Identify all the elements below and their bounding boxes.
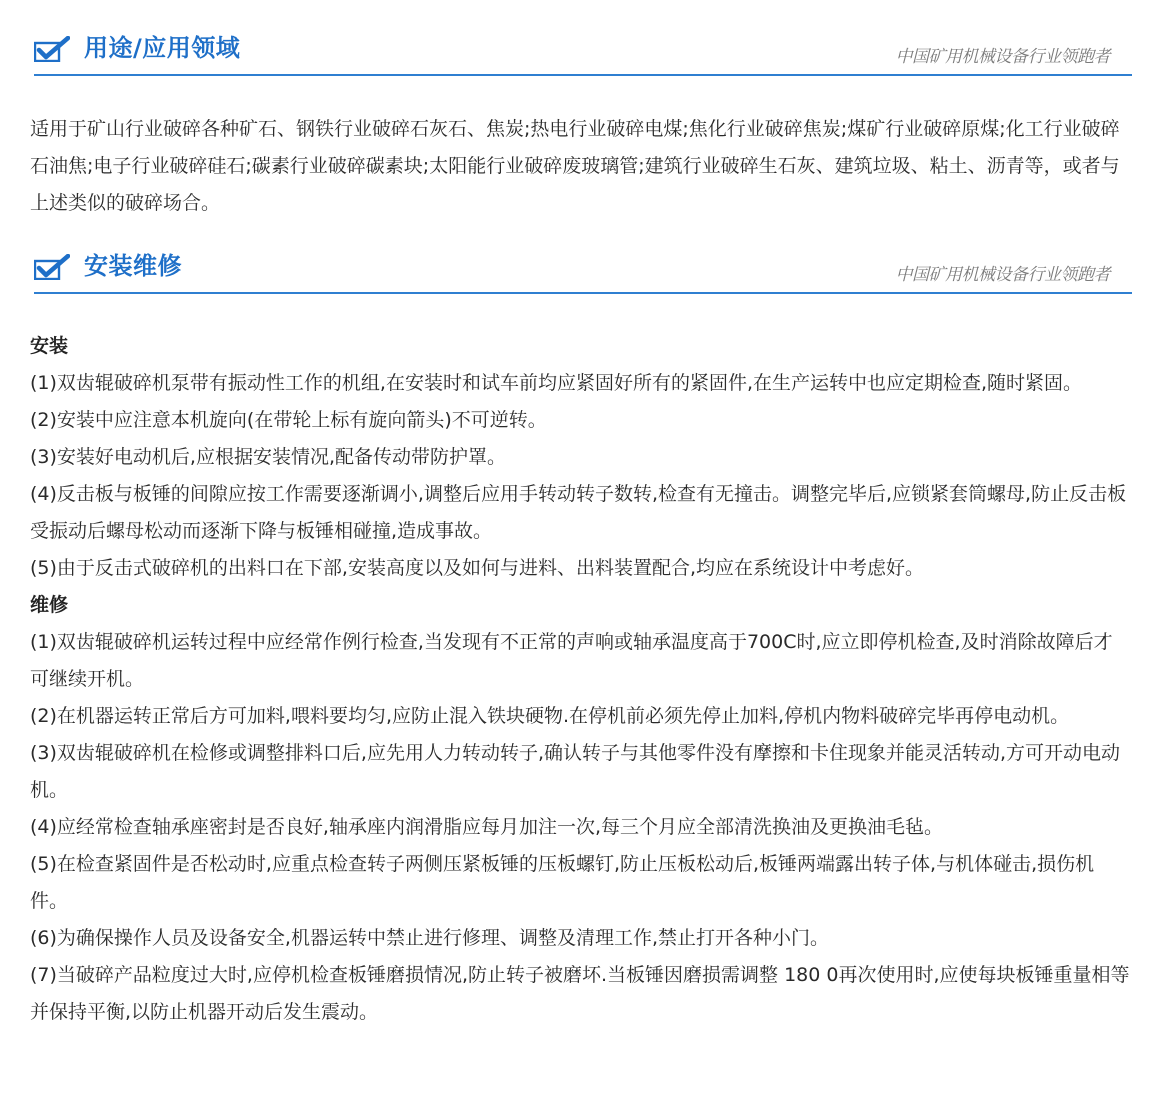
section-header-install-repair — [34, 244, 1132, 294]
install-item: (1)双齿辊破碎机泵带有振动性工作的机组,在安装时和试车前均应紧固好所有的紧固件,在生产运转中也应定期检查,随时紧固。 — [30, 372, 1083, 394]
repair-item: (4)应经常检查轴承座密封是否良好,轴承座内润滑脂应每月加注一次,每三个月应全部清洗换油及更换油毛毡。 — [30, 816, 943, 838]
repair-item: (1)双齿辊破碎机运转过程中应经常作例行检查,当发现有不正常的声响或轴承温度高于700C时,应立即停机检查,及时消除故障后才可继续开机。 — [30, 631, 1113, 690]
section-title: 用途/应用领域 — [84, 34, 241, 62]
install-repair-text — [30, 328, 1130, 1031]
install-item: (3)安装好电动机后,应根据安装情况,配备传动带防护罩。 — [30, 446, 506, 468]
section-header-usage — [34, 26, 1132, 76]
checkbox-check-icon — [34, 36, 70, 62]
checkbox-check-icon — [34, 254, 70, 280]
install-heading: 安装 — [30, 335, 69, 357]
repair-item: (2)在机器运转正常后方可加料,喂料要均匀,应防止混入铁块硬物.在停机前必须先停止加料,停机内物料破碎完毕再停电动机。 — [30, 705, 1070, 727]
usage-text — [30, 111, 1130, 222]
repair-item: (6)为确保操作人员及设备安全,机器运转中禁止进行修理、调整及清理工作,禁止打开各种小门。 — [30, 927, 829, 949]
repair-item: (5)在检查紧固件是否松动时,应重点检查转子两侧压紧板锤的压板螺钉,防止压板松动后,板锤两端露出转子体,与机体碰击,损伤机件。 — [30, 853, 1095, 912]
repair-item: (3)双齿辊破碎机在检修或调整排料口后,应先用人力转动转子,确认转子与其他零件没有摩擦和卡住现象并能灵活转动,方可开动电动机。 — [30, 742, 1121, 801]
install-item: (2)安装中应注意本机旋向(在带轮上标有旋向箭头)不可逆转。 — [30, 409, 547, 431]
usage-paragraph: 适用于矿山行业破碎各种矿石、钢铁行业破碎石灰石、焦炭;热电行业破碎电煤;焦化行业破碎焦炭;煤矿行业破碎原煤;化工行业破碎石油焦;电子行业破碎硅石;碳素行业破碎碳素块;太阳能行业破碎废玻璃管;建筑行业破碎生石灰、建筑垃圾、粘土、沥青等，或者与上述类似的破碎场合。 — [30, 118, 1120, 214]
repair-item: (7)当破碎产品粒度过大时,应停机检查板锤磨损情况,防止转子被磨坏.当板锤因磨损需调整 180 0再次使用时,应使每块板锤重量相等并保持平衡,以防止机器开动后发生震动。 — [30, 964, 1130, 1023]
install-item: (5)由于反击式破碎机的出料口在下部,安装高度以及如何与进料、出料装置配合,均应在系统设计中考虑好。 — [30, 557, 924, 579]
install-item: (4)反击板与板锤的间隙应按工作需要逐渐调小,调整后应用手转动转子数转,检查有无撞击。调整完毕后,应锁紧套筒螺母,防止反击板受振动后螺母松动而逐渐下降与板锤相碰撞,造成事故。 — [30, 483, 1127, 542]
section-slogan: 中国矿用机械设备行业领跑者 — [895, 47, 1110, 67]
repair-heading: 维修 — [30, 594, 69, 616]
section-title: 安装维修 — [84, 252, 182, 280]
section-slogan: 中国矿用机械设备行业领跑者 — [895, 265, 1110, 285]
